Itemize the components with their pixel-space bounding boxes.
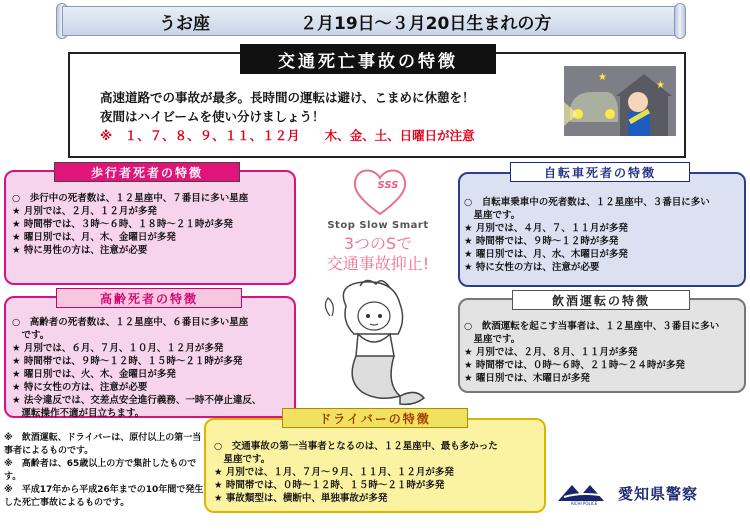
drunk-driving-content bbox=[464, 320, 742, 385]
footnote: ※ 高齢者は、65歳以上の方で集計したものです。 bbox=[4, 459, 197, 482]
elderly-line: ★ 特に女性の方は、注意が必要 bbox=[12, 382, 148, 393]
driver-line: ○ 交通事故の第一当事者となるのは、１２星座中、最も多かった bbox=[214, 441, 498, 452]
elderly-line: ★ 時間帯では、９時～１２時、１５時～２１時が多発 bbox=[12, 356, 243, 367]
bicycle-line: ★ 月別では、４月、７、１１月が多発 bbox=[464, 223, 628, 234]
traffic-fatality-text bbox=[100, 88, 560, 145]
slogan-line-2: 交通事故抑止! bbox=[326, 254, 430, 273]
bicycle-line: 星座です。 bbox=[464, 210, 521, 221]
bicycle-content bbox=[464, 196, 742, 274]
birth-date-range: ２月19日～３月20日生まれの方 bbox=[300, 13, 552, 34]
elderly-line: です。 bbox=[12, 330, 50, 341]
elderly-line: 運転操作不適が目立ちます。 bbox=[12, 408, 145, 419]
police-mark-text: AICHI POLICE bbox=[570, 501, 598, 505]
pedestrian-content bbox=[12, 192, 292, 257]
main-line-2: 夜間はハイビームを使い分けましょう！ bbox=[100, 109, 325, 124]
title-banner bbox=[62, 6, 680, 36]
pedestrian-line: ★ 月別では、２月、１２月が多発 bbox=[12, 206, 157, 217]
stop-slow-smart: Stop Slow Smart bbox=[327, 220, 429, 231]
bicycle-line: ★ 曜日別では、月、水、木曜日が多発 bbox=[464, 249, 628, 260]
elderly-line: ○ 高齢者の死者数は、１２星座中、６番目に多い星座 bbox=[12, 317, 249, 328]
driver-line: ★ 月別では、１月、７月～９月、１１月、１２月が多発 bbox=[214, 467, 454, 478]
driver-line: 星座です。 bbox=[214, 454, 271, 465]
zodiac-sign: うお座 bbox=[159, 13, 210, 34]
banner-roll-right bbox=[674, 3, 686, 39]
pedestrian-line: ★ 曜日別では、月、木、金曜日が多発 bbox=[12, 232, 176, 243]
night-car-illustration bbox=[564, 66, 676, 136]
footnote: ※ 平成17年から平成26年までの10年間で発生した死亡事故によるものです。 bbox=[4, 485, 204, 508]
elderly-line: ★ 曜日別では、火、木、金曜日が多発 bbox=[12, 369, 176, 380]
drunk-line: 星座です。 bbox=[464, 334, 521, 345]
mermaid-illustration bbox=[316, 276, 436, 412]
driver-line: ★ 時間帯では、０時～１２時、１５時～２１時が多発 bbox=[214, 480, 445, 491]
pedestrian-line: ★ 特に男性の方は、注意が必要 bbox=[12, 245, 148, 256]
police-name: 愛知県警察 bbox=[618, 484, 699, 503]
footnotes bbox=[4, 432, 204, 510]
drunk-line: ○ 飲酒運転を起こす当事者は、１２星座中、３番目に多い bbox=[464, 321, 720, 332]
caution-note: ※ １、７、８、９、１１、１２月 木、金、土、日曜日が注意 bbox=[100, 128, 475, 143]
slogan-line-1: 3つのSで bbox=[343, 234, 413, 253]
elderly-title: 高齢死者の特徴 bbox=[56, 288, 242, 308]
footnote: ※ 飲酒運転、ドライバーは、原付以上の第一当事者によるものです。 bbox=[4, 433, 202, 456]
pedestrian-title: 歩行者死者の特徴 bbox=[54, 162, 240, 182]
driver-content bbox=[214, 440, 542, 505]
drunk-line: ★ 曜日別では、木曜日が多発 bbox=[464, 373, 590, 384]
aichi-police-logo bbox=[556, 478, 746, 508]
drunk-driving-title: 飲酒運転の特徴 bbox=[512, 290, 690, 310]
bicycle-line: ★ 時間帯では、９時～１２時が多発 bbox=[464, 236, 619, 247]
svg-text:★: ★ bbox=[656, 80, 665, 91]
police-mark-icon bbox=[556, 481, 612, 505]
bicycle-title: 自転車死者の特徴 bbox=[510, 162, 690, 182]
traffic-fatality-title: 交通死亡事故の特徴 bbox=[240, 44, 496, 74]
bicycle-line: ○ 自転車乗車中の死者数は、１２星座中、３番目に多い bbox=[464, 197, 710, 208]
pedestrian-line: ○ 歩行中の死者数は、１２星座中、７番目に多い星座 bbox=[12, 193, 249, 204]
drunk-line: ★ 月別では、２月、８月、１１月が多発 bbox=[464, 347, 638, 358]
drunk-line: ★ 時間帯では、０時～６時、２１時～２４時が多発 bbox=[464, 360, 685, 371]
driver-line: ★ 事故類型は、横断中、単独事故が多発 bbox=[214, 493, 388, 504]
elderly-content bbox=[12, 316, 292, 420]
sss-logo-text: SSS bbox=[377, 180, 399, 191]
bicycle-line: ★ 特に女性の方は、注意が必要 bbox=[464, 262, 600, 273]
main-line-1: 高速道路での事故が最多。長時間の運転は避け、こまめに休憩を！ bbox=[100, 90, 475, 105]
driver-title: ドライバーの特徴 bbox=[282, 408, 468, 428]
elderly-line: ★ 月別では、６月、７月、１０月、１２月が多発 bbox=[12, 343, 224, 354]
svg-text:★: ★ bbox=[598, 72, 607, 83]
slogan-text bbox=[300, 234, 456, 274]
pedestrian-line: ★ 時間帯では、３時～６時、１８時～２１時が多発 bbox=[12, 219, 233, 230]
elderly-line: ★ 法令違反では、交差点安全進行義務、一時不停止違反、 bbox=[12, 395, 262, 406]
